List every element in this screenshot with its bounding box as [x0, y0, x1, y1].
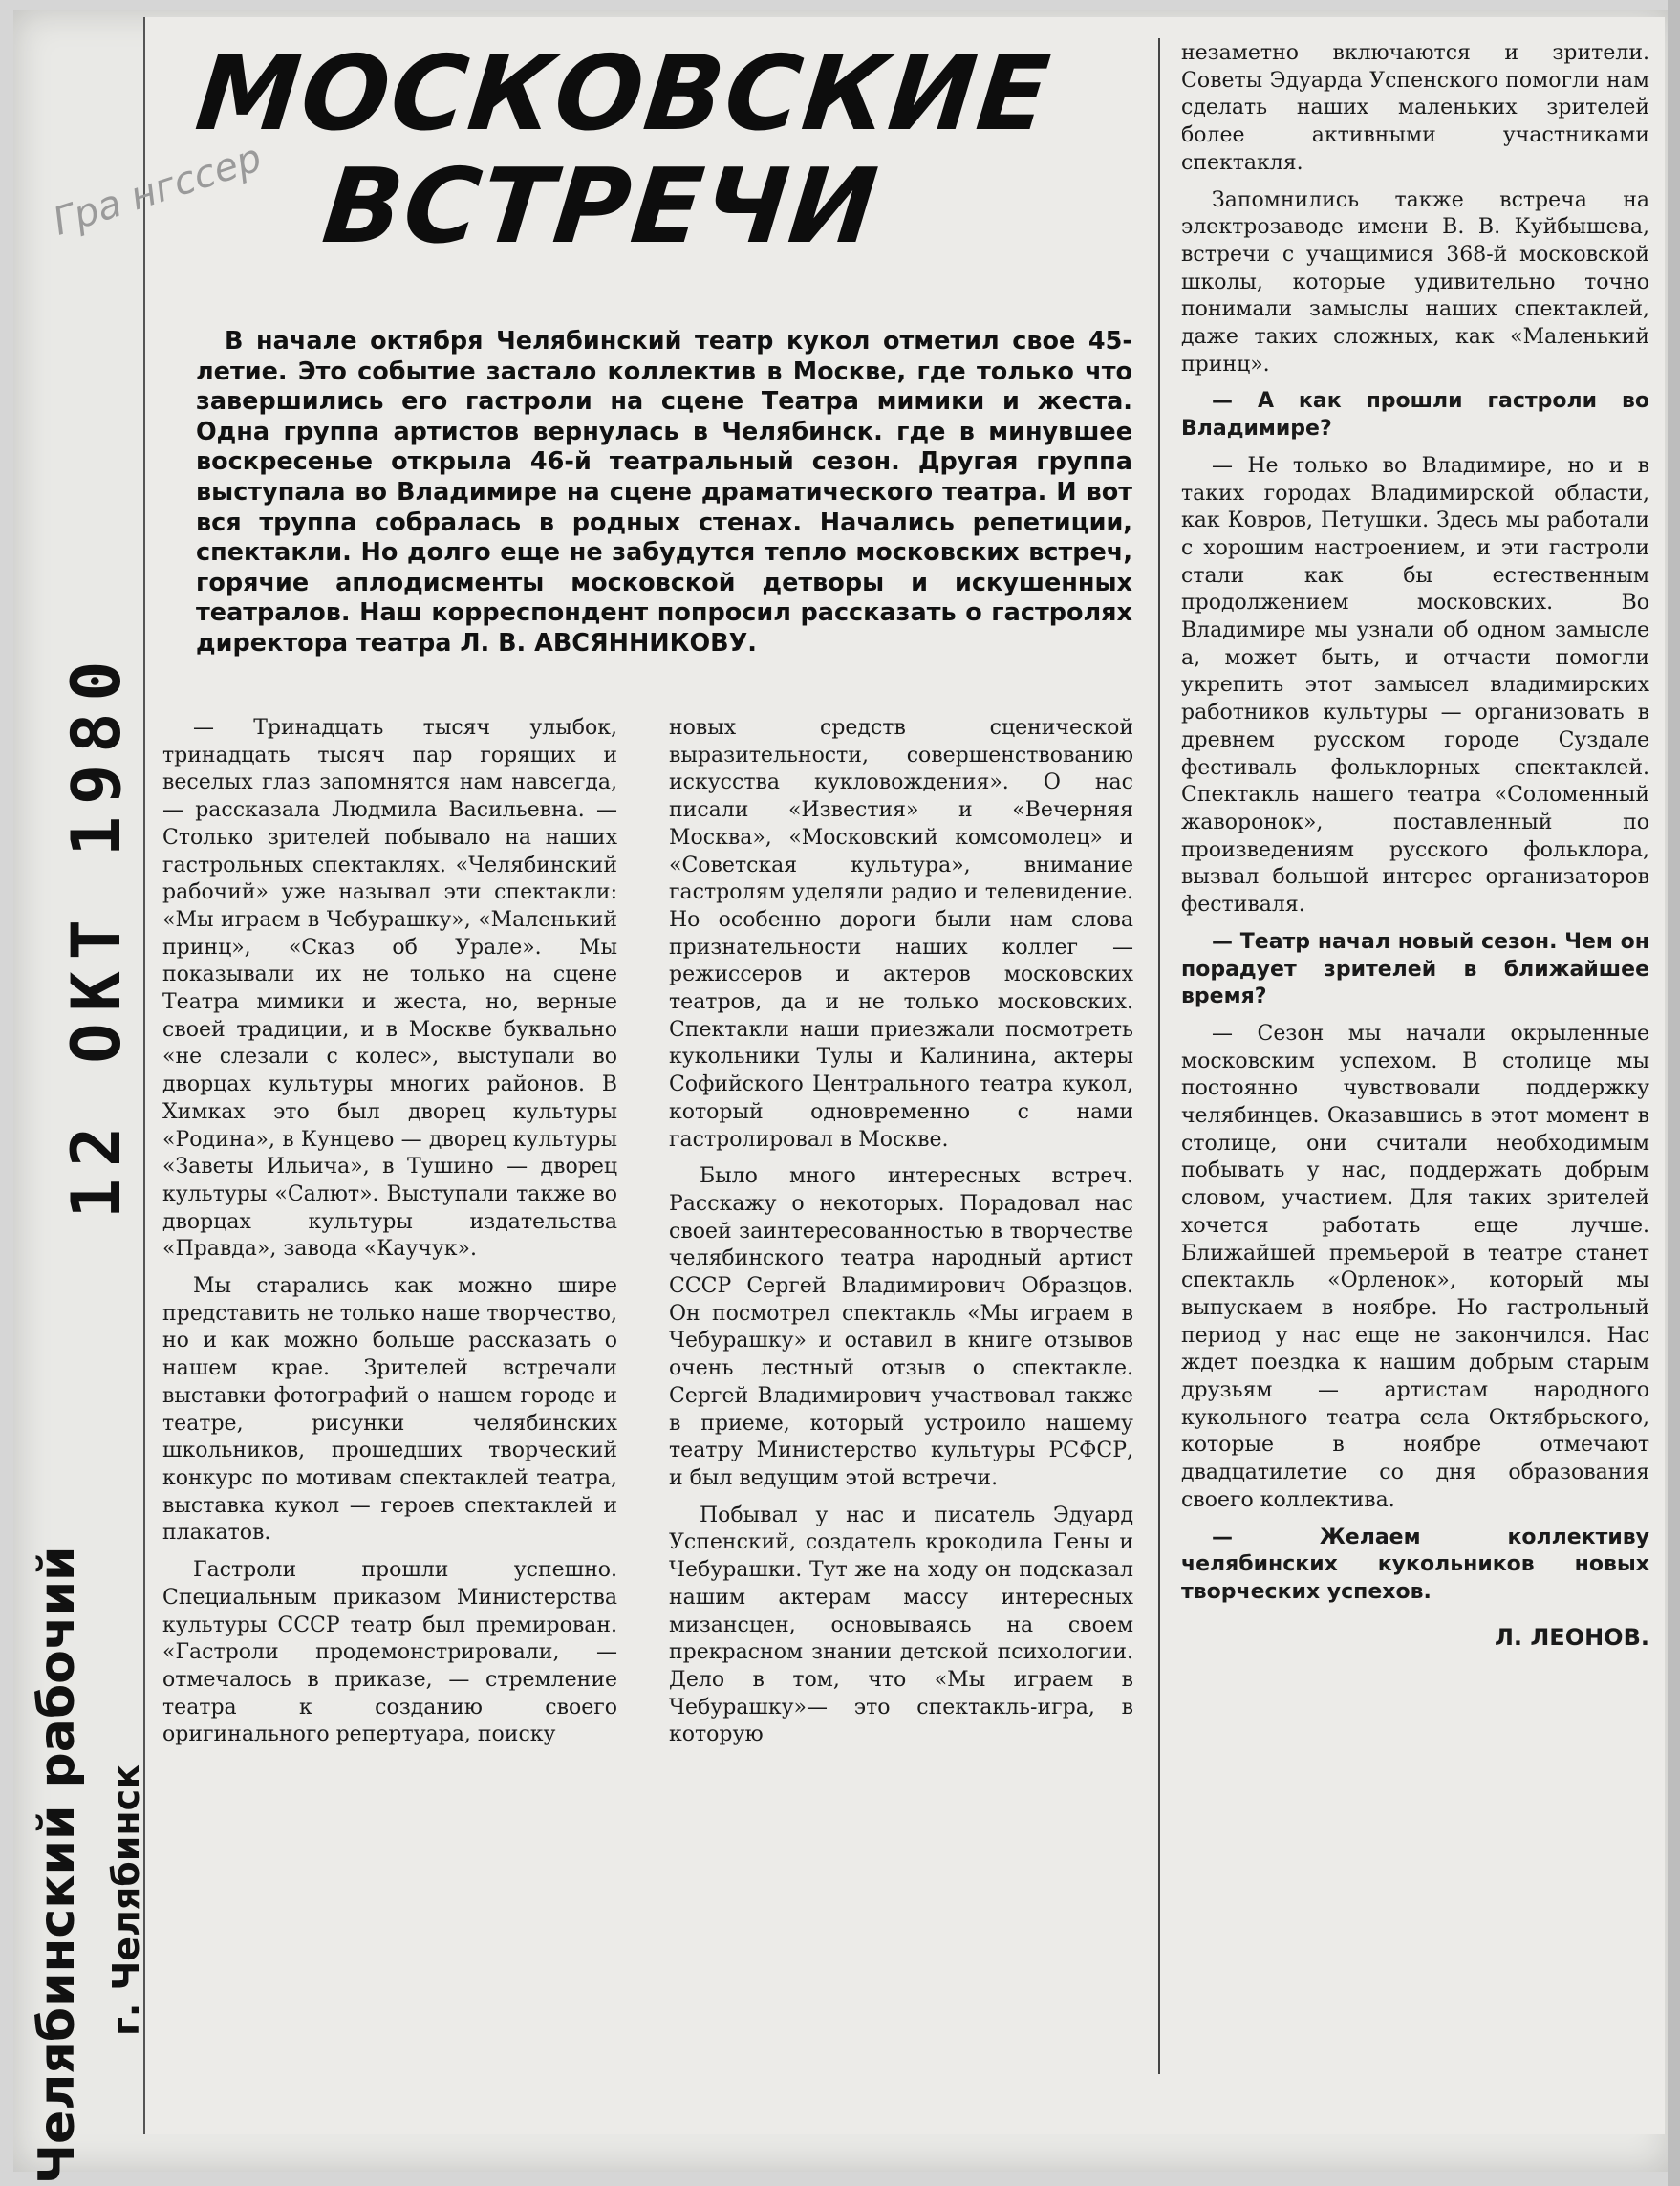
headline [180, 34, 1057, 267]
col3-paragraph-4: — Сезон мы начали окрыленные московским успехом. В столице мы постоянно чувствовали поддержку челябинцев. Оказавшись в этот момент в столице, они считали необходимым побывать у нас, поддержать добрым словом, участием. Для таких зрителей хочется работать еще лучше. Ближайшей премьерой в театре станет спектакль «Орленок», который мы выпускаем в ноябре. Но гастрольный период у нас еще не закончился. Нас ждет поездка к нашим добрым старым друзьям — артистам народного кукольного театра села Октябрьского, которые в ноябре отмечают двадцатилетие со дня образования своего коллектива. [1181, 1021, 1649, 1512]
lead-paragraph [196, 327, 1132, 660]
col1-paragraph-3: Гастроли прошли успешно. Специальным приказом Министерства культуры СССР театр был премирован. «Гастроли продемонстрировали, — отмечалось в приказе, — стремление театра к созданию своего оригинального репертуара, поиску [162, 1558, 617, 1747]
author-signature: Л. ЛЕОНОВ. [1494, 1623, 1649, 1651]
headline-line-1: МОСКОВСКИЕ [190, 34, 1057, 154]
col2-paragraph-1: новых средств сценической выразительности, совершенствованию искусства кукловождения». О нас писали «Известия» и «Вечерняя Москва», «Московский комсомолец» и «Советская культура», внимание гастролям уделяли радио и телевидение. Но особенно дороги были нам слова признательности наших коллег — режиссеров и актеров московских театров, да и не только московских. Спектакли наши приезжали посмотреть кукольники Тулы и Калинина, актеры Софийского Центрального театра кукол, который одновременно с нами гастролировал в Москве. [669, 716, 1133, 1152]
col2-paragraph-2: Было много интересных встреч. Расскажу о некоторых. Порадовал нас своей заинтересованностью в творчестве челябинского театра народный артист СССР Сергей Владимирович Образцов. Он посмотрел спектакль «Мы играем в Чебурашку» и оставил в книге отзывов очень лестный отзыв о спектакле. Сергей Владимирович участвовал также в приеме, который устроило нашему театру Министерство культуры РСФСР, и был ведущим этой встречи. [669, 1164, 1133, 1490]
scan-edge [1668, 0, 1680, 2186]
handwritten-note: Гра нгссер [48, 136, 268, 245]
column-divider [1158, 38, 1160, 2074]
headline-line-2: ВСТРЕЧИ [317, 147, 885, 267]
article-column-2 [669, 715, 1133, 1759]
source-city: г. Челябинск [105, 1764, 147, 2036]
col1-paragraph-2: Мы старались как можно шире представить не только наше творчество, но и как можно больше рассказать о нашем крае. Зрителей встречали выставки фотографий о нашем городе и театре, рисунки челябинских школьников, прошедших творческий конкурс по мотивам спектаклей театра, выставка кукол — героев спектаклей и плакатов. [162, 1274, 617, 1546]
col3-paragraph-2: Запомнились также встреча на электрозаводе имени В. В. Куйбышева, встречи с учащимися 368-й московской школы, которые удивительно точно понимали замыслы наших спектаклей, даже таких сложных, как «Маленький принц». [1181, 187, 1649, 377]
article-column-3 [1181, 40, 1649, 1651]
closing-wish: — Желаем коллективу челябинских кукольников новых творческих успехов. [1181, 1525, 1649, 1604]
article-column-1 [162, 715, 617, 1759]
col2-paragraph-3: Побывал у нас и писатель Эдуард Успенский, создатель крокодила Гены и Чебурашки. Тут же на ходу он подсказал нашим актерам массу интересных мизансцен, основываясь на своем прекрасном знании детской психологии. Дело в том, что «Мы играем в Чебурашку»— это спектакль-игра, в которую [669, 1503, 1133, 1747]
col1-paragraph-1: — Тринадцать тысяч улыбок, тринадцать тысяч пар горящих и веселых глаз запомнятся нам навсегда, — рассказала Людмила Васильевна. — Столько зрителей побывало на наших гастрольных спектаклях. «Челябинский рабочий» уже называл эти спектакли: «Мы играем в Чебурашку», «Маленький принц», «Сказ об Урале». Мы показывали их не только на сцене Театра мимики и жеста, но, верные своей традиции, и в Москве буквально «не слезали с колес», выступали во дворцах культуры многих районов. В Химках это был дворец культуры «Родина», в Кунцево — дворец культуры «Заветы Ильича», в Тушино — дворец культуры «Салют». Выступали также во дворцах культуры издательства «Правда», завода «Каучук». [162, 716, 617, 1262]
lead-text: В начале октября Челябинский театр кукол отметил свое 45-летие. Это событие застало коллектив в Москве, где только что завершились его гастроли на сцене Театра мимики и жеста. Одна группа артистов вернулась в Челябинск. где в минувшее воскресенье открыла 46-й театральный сезон. Другая группа выступала во Владимире на сцене драматического театра. И вот вся труппа собралась в родных стенах. Начались репетиции, спектакли. Но долго еще не забудутся тепло московских встреч, горячие аплодисменты московской детворы и искушенных театралов. Наш корреспондент попросил рассказать о гастролях директора театра Л. В. АВСЯННИКОВУ. [196, 327, 1132, 658]
source-newspaper-name: Челябинский рабочий [29, 1546, 86, 2184]
col3-paragraph-1: незаметно включаются и зрители. Советы Эдуарда Успенского помогли нам сделать наших маленьких зрителей более активными участниками спектакля. [1181, 41, 1649, 175]
date-stamp: 12 ОКТ 1980 [57, 649, 136, 1219]
interview-question-1: — А как прошли гастроли во Владимире? [1181, 389, 1649, 442]
interview-question-2: — Театр начал новый сезон. Чем он порадует зрителей в ближайшее время? [1181, 929, 1649, 1009]
col3-paragraph-3: — Не только во Владимире, но и в таких городах Владимирской области, как Ковров, Петушки. Здесь мы работали с хорошим настроением, и эти гастроли стали как бы естественным продолжением московских. Во Владимире мы узнали об одном замысле а, может быть, и отчасти помогли укрепить этот замысел владимирских работников культуры — организовать в древнем русском городе Суздале фестиваль фольклорных спектаклей. Спектакль нашего театра «Соломенный жаворонок», поставленный по произведениям русского фольклора, вызвал большой интерес организаторов фестиваля. [1181, 453, 1649, 918]
